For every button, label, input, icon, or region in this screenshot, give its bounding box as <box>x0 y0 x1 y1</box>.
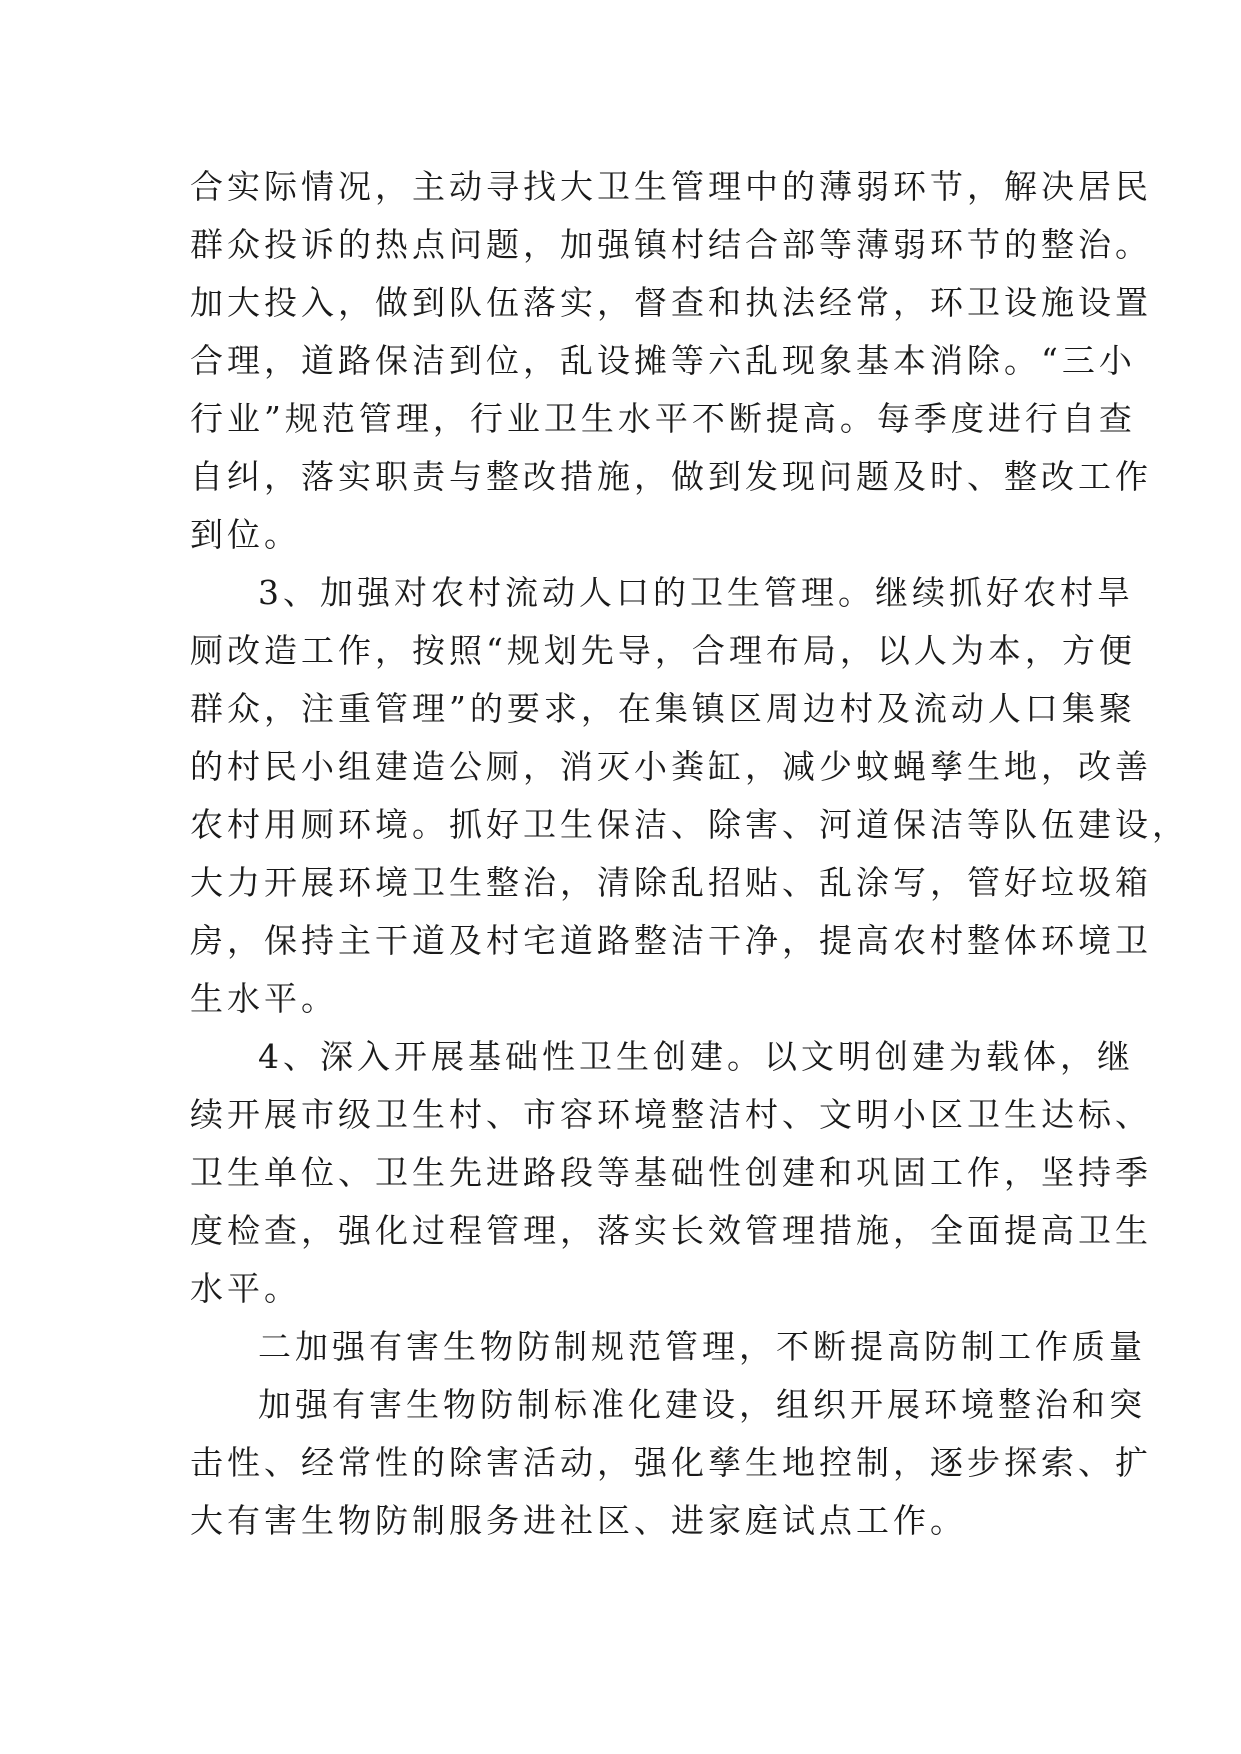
text-line: 生水平。 <box>190 979 338 1018</box>
text-line: 房，保持主干道及村宅道路整洁干净，提高农村整体环境卫 <box>190 921 1152 960</box>
text-line: 度检查，强化过程管理，落实长效管理措施，全面提高卫生 <box>190 1211 1152 1250</box>
text-line: 行业”规范管理，行业卫生水平不断提高。每季度进行自查 <box>190 399 1136 438</box>
text-line: 加大投入，做到队伍落实，督查和执法经常，环卫设施设置 <box>190 283 1152 322</box>
text-line: 合理，道路保洁到位，乱设摊等六乱现象基本消除。“三小 <box>190 341 1136 380</box>
text-line: 大力开展环境卫生整治，清除乱招贴、乱涂写，管好垃圾箱 <box>190 863 1152 902</box>
text-line: 群众，注重管理”的要求，在集镇区周边村及流动人口集聚 <box>190 689 1136 728</box>
text-line: 续开展市级卫生村、市容环境整洁村、文明小区卫生达标、 <box>190 1095 1152 1134</box>
paragraph-start-line: 3、加强对农村流动人口的卫生管理。继续抓好农村旱 <box>258 573 1134 612</box>
paragraph-start-line: 4、深入开展基础性卫生创建。以文明创建为载体，继 <box>258 1037 1134 1076</box>
text-line: 厕改造工作，按照“规划先导，合理布局，以人为本，方便 <box>190 631 1136 670</box>
text-line: 群众投诉的热点问题，加强镇村结合部等薄弱环节的整治。 <box>190 225 1152 264</box>
text-line: 合实际情况，主动寻找大卫生管理中的薄弱环节，解决居民 <box>190 167 1152 206</box>
text-line: 自纠，落实职责与整改措施，做到发现问题及时、整改工作 <box>190 457 1152 496</box>
text-line: 到位。 <box>190 515 301 554</box>
document-body <box>190 158 1189 1550</box>
text-line: 农村用厕环境。抓好卫生保洁、除害、河道保洁等队伍建设， <box>190 805 1189 844</box>
text-line: 卫生单位、卫生先进路段等基础性创建和巩固工作，坚持季 <box>190 1153 1152 1192</box>
text-line: 的村民小组建造公厕，消灭小粪缸，减少蚊蝇孳生地，改善 <box>190 747 1152 786</box>
text-line: 击性、经常性的除害活动，强化孳生地控制，逐步探索、扩 <box>190 1443 1152 1482</box>
text-line: 水平。 <box>190 1269 301 1308</box>
section-heading: 二加强有害生物防制规范管理，不断提高防制工作质量 <box>258 1327 1146 1366</box>
text-line: 大有害生物防制服务进社区、进家庭试点工作。 <box>190 1501 967 1540</box>
paragraph-start-line: 加强有害生物防制标准化建设，组织开展环境整治和突 <box>258 1385 1146 1424</box>
